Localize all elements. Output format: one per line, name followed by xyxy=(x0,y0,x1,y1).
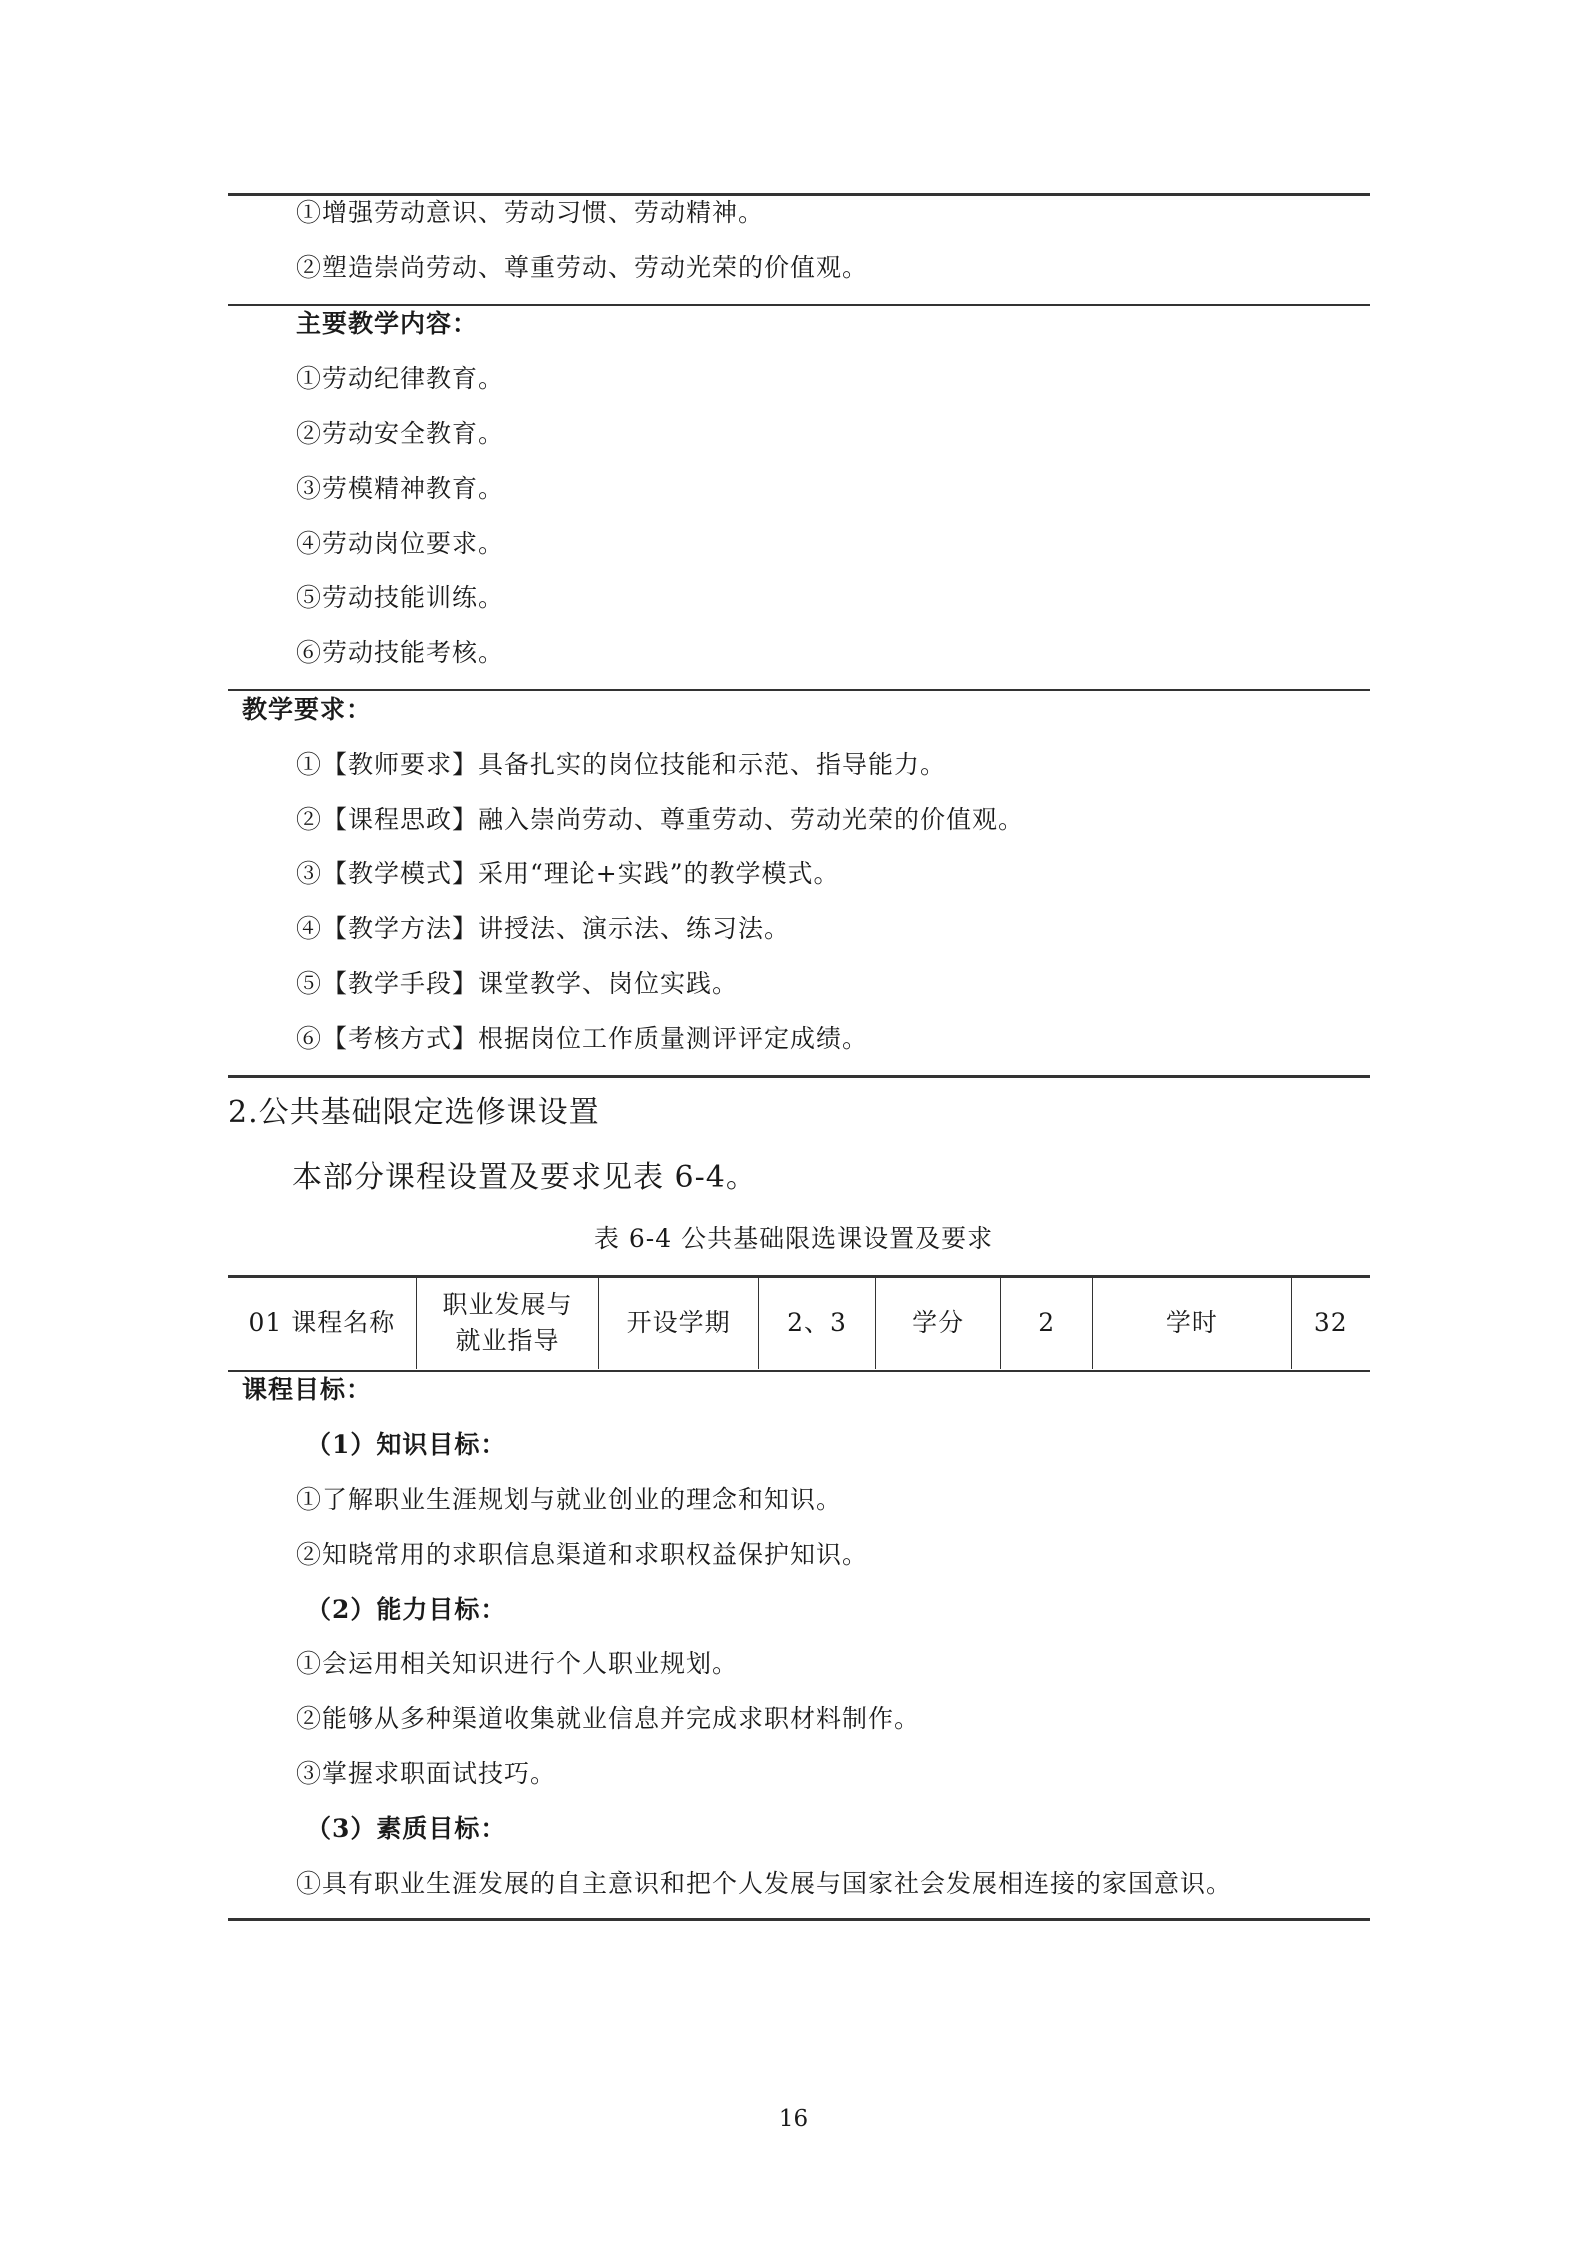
hours-label: 学时 xyxy=(1093,1277,1291,1369)
table-row xyxy=(228,1277,1370,1369)
content-item: ⑥劳动技能考核。 xyxy=(296,638,505,667)
ability-item: ②能够从多种渠道收集就业信息并完成求职材料制作。 xyxy=(296,1704,921,1733)
requirement-item: ⑥【考核方式】根据岗位工作质量测评评定成绩。 xyxy=(296,1024,869,1053)
knowledge-heading: （1）知识目标： xyxy=(306,1430,507,1459)
table-bottom-border xyxy=(228,1075,1370,1078)
course-name-value xyxy=(416,1277,599,1369)
goals-heading: 课程目标： xyxy=(242,1375,373,1404)
content-item: ②劳动安全教育。 xyxy=(296,419,505,448)
ability-item: ①会运用相关知识进行个人职业规划。 xyxy=(296,1649,739,1678)
requirement-item: ③【教学模式】采用“理论+实践”的教学模式。 xyxy=(296,859,840,888)
content-item: ①劳动纪律教育。 xyxy=(296,364,505,393)
page-number: 16 xyxy=(778,2106,809,2132)
knowledge-item: ①了解职业生涯规划与就业创业的理念和知识。 xyxy=(296,1485,843,1514)
requirement-item: ④【教学方法】讲授法、演示法、练习法。 xyxy=(296,914,791,943)
row-divider xyxy=(228,304,1370,306)
content-item: ④劳动岗位要求。 xyxy=(296,529,505,558)
course-name-line: 职业发展与 xyxy=(442,1290,573,1319)
course-name-label: 01 课程名称 xyxy=(228,1277,416,1369)
requirement-item: ②【课程思政】融入崇尚劳动、尊重劳动、劳动光荣的价值观。 xyxy=(296,805,1025,834)
ability-heading: （2）能力目标： xyxy=(306,1595,507,1624)
semester-label: 开设学期 xyxy=(599,1277,758,1369)
credit-label: 学分 xyxy=(876,1277,1001,1369)
content-item: ③劳模精神教育。 xyxy=(296,474,505,503)
course-info-table xyxy=(228,1277,1370,1369)
section-description: 本部分课程设置及要求见表 6-4。 xyxy=(292,1160,757,1195)
content-heading: 主要教学内容： xyxy=(296,309,479,338)
requirement-item: ⑤【教学手段】课堂教学、岗位实践。 xyxy=(296,969,739,998)
goal-item: ①增强劳动意识、劳动习惯、劳动精神。 xyxy=(296,198,765,227)
goal-item: ②塑造崇尚劳动、尊重劳动、劳动光荣的价值观。 xyxy=(296,253,869,282)
knowledge-item: ②知晓常用的求职信息渠道和求职权益保护知识。 xyxy=(296,1540,869,1569)
table-caption: 表 6-4 公共基础限选课设置及要求 xyxy=(593,1224,994,1253)
semester-value: 2、3 xyxy=(758,1277,875,1369)
hours-value: 32 xyxy=(1291,1277,1370,1369)
ability-item: ③掌握求职面试技巧。 xyxy=(296,1759,557,1788)
table-bottom-border xyxy=(228,1918,1370,1921)
row-divider xyxy=(228,689,1370,691)
row-divider xyxy=(228,1370,1370,1372)
credit-value: 2 xyxy=(1000,1277,1092,1369)
requirements-heading: 教学要求： xyxy=(242,695,373,724)
content-item: ⑤劳动技能训练。 xyxy=(296,583,505,612)
course-name-line: 就业指导 xyxy=(455,1326,560,1355)
quality-heading: （3）素质目标： xyxy=(306,1814,507,1843)
requirement-item: ①【教师要求】具备扎实的岗位技能和示范、指导能力。 xyxy=(296,750,947,779)
quality-item: ①具有职业生涯发展的自主意识和把个人发展与国家社会发展相连接的家国意识。 xyxy=(296,1869,1233,1898)
section-title: 2.公共基础限定选修课设置 xyxy=(228,1095,600,1130)
